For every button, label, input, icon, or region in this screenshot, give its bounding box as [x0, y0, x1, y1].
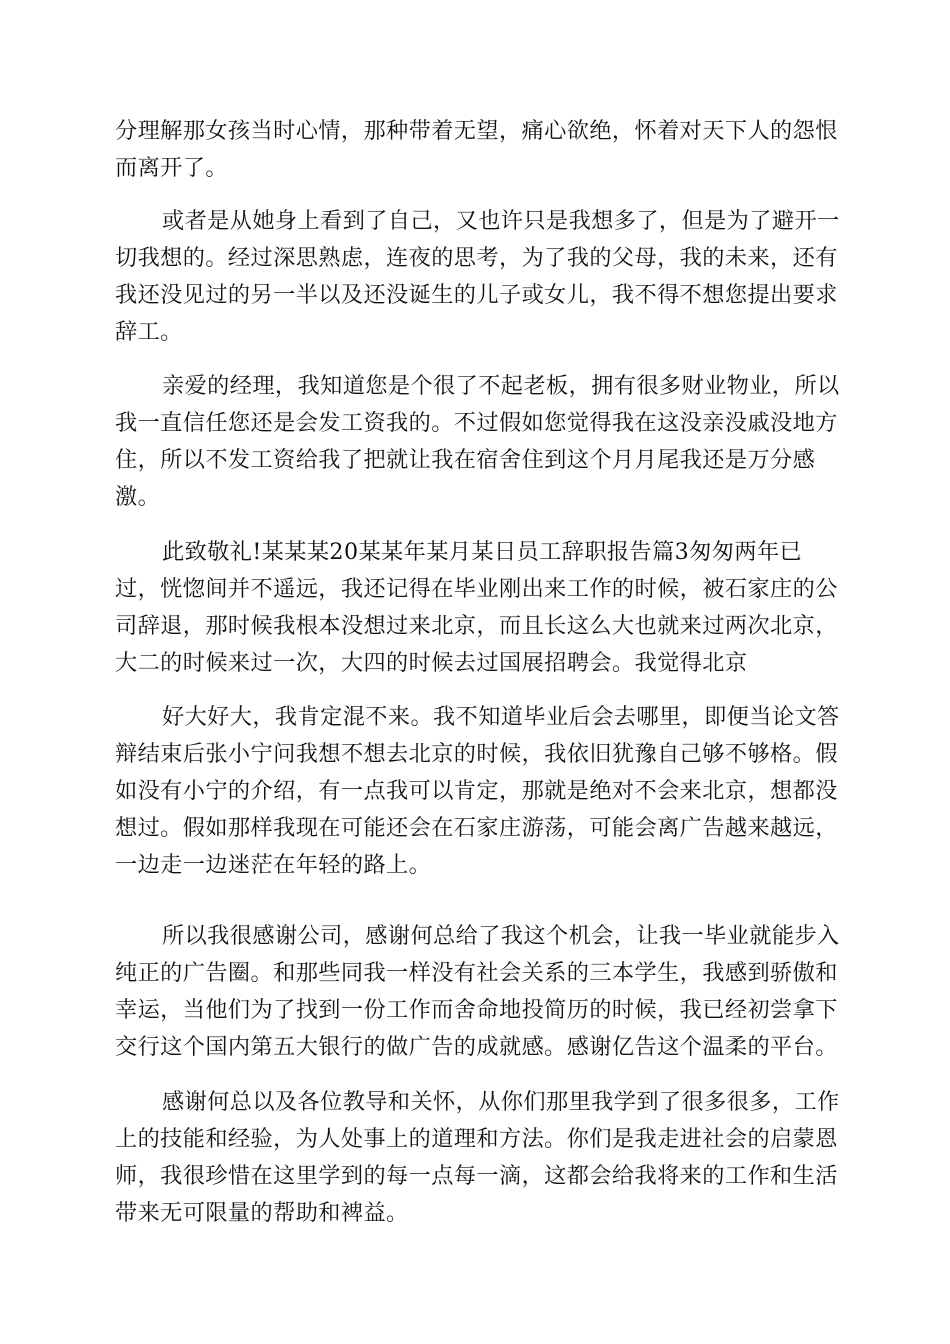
text-line: 好大好大，我肯定混不来。我不知道毕业后会去哪里，即便当论文答	[162, 704, 840, 730]
text-line: 我还没见过的另一半以及还没诞生的儿子或女儿，我不得不想您提出要求	[115, 282, 838, 308]
text-line: 纯正的广告圈。和那些同我一样没有社会关系的三本学生，我感到骄傲和	[115, 960, 838, 986]
text-line: 我一直信任您还是会发工资我的。不过假如您觉得我在这没亲没戚没地方	[115, 410, 838, 436]
paragraph-6	[115, 918, 840, 1066]
text-line: 或者是从她身上看到了自己，又也许只是我想多了，但是为了避开一	[162, 208, 840, 234]
paragraph-3	[115, 368, 840, 516]
text-line: 幸运，当他们为了找到一份工作而舍命地投简历的时候，我已经初尝拿下	[115, 997, 838, 1023]
text-line: 师，我很珍惜在这里学到的每一点每一滴，这都会给我将来的工作和生活	[115, 1163, 838, 1189]
text-line: 交行这个国内第五大银行的做广告的成就感。感谢亿告这个温柔的平台。	[115, 1034, 838, 1060]
text-line: 住，所以不发工资给我了把就让我在宿舍住到这个月月尾我还是万分感	[115, 447, 816, 473]
text-line: 此致敬礼!某某某20某某年某月某日员工辞职报告篇3匆匆两年已	[162, 539, 803, 565]
text-line: 分理解那女孩当时心情，那种带着无望，痛心欲绝，怀着对天下人的怨恨	[115, 118, 838, 144]
paragraph-2	[115, 203, 840, 351]
text-line: 辩结束后张小宁问我想不想去北京的时候，我依旧犹豫自己够不够格。假	[115, 741, 838, 767]
paragraph-5	[115, 699, 840, 884]
text-line: 一边走一边迷茫在年轻的路上。	[115, 852, 432, 878]
text-line: 激。	[115, 484, 161, 510]
text-line: 所以我很感谢公司，感谢何总给了我这个机会，让我一毕业就能步入	[162, 923, 840, 949]
text-line: 感谢何总以及各位教导和关怀，从你们那里我学到了很多很多，工作	[162, 1089, 840, 1115]
text-line: 大二的时候来过一次，大四的时候去过国展招聘会。我觉得北京	[115, 650, 748, 676]
text-line: 上的技能和经验，为人处事上的道理和方法。你们是我走进社会的启蒙恩	[115, 1126, 838, 1152]
text-line: 过，恍惚间并不遥远，我还记得在毕业刚出来工作的时候，被石家庄的公	[115, 576, 838, 602]
paragraph-1	[115, 113, 838, 187]
text-line: 而离开了。	[115, 155, 228, 181]
text-line: 如没有小宁的介绍，有一点我可以肯定，那就是绝对不会来北京，想都没	[115, 778, 838, 804]
text-line: 辞工。	[115, 319, 183, 345]
text-line: 切我想的。经过深思熟虑，连夜的思考，为了我的父母，我的未来，还有	[115, 245, 838, 271]
text-line: 想过。假如那样我现在可能还会在石家庄游荡，可能会离广告越来越远，	[115, 815, 838, 841]
text-line: 亲爱的经理，我知道您是个很了不起老板，拥有很多财业物业，所以	[162, 373, 840, 399]
paragraph-4	[115, 534, 838, 682]
text-line: 带来无可限量的帮助和裨益。	[115, 1200, 409, 1226]
paragraph-7	[115, 1084, 840, 1232]
text-line: 司辞退，那时候我根本没想过来北京，而且长这么大也就来过两次北京，	[115, 613, 838, 639]
